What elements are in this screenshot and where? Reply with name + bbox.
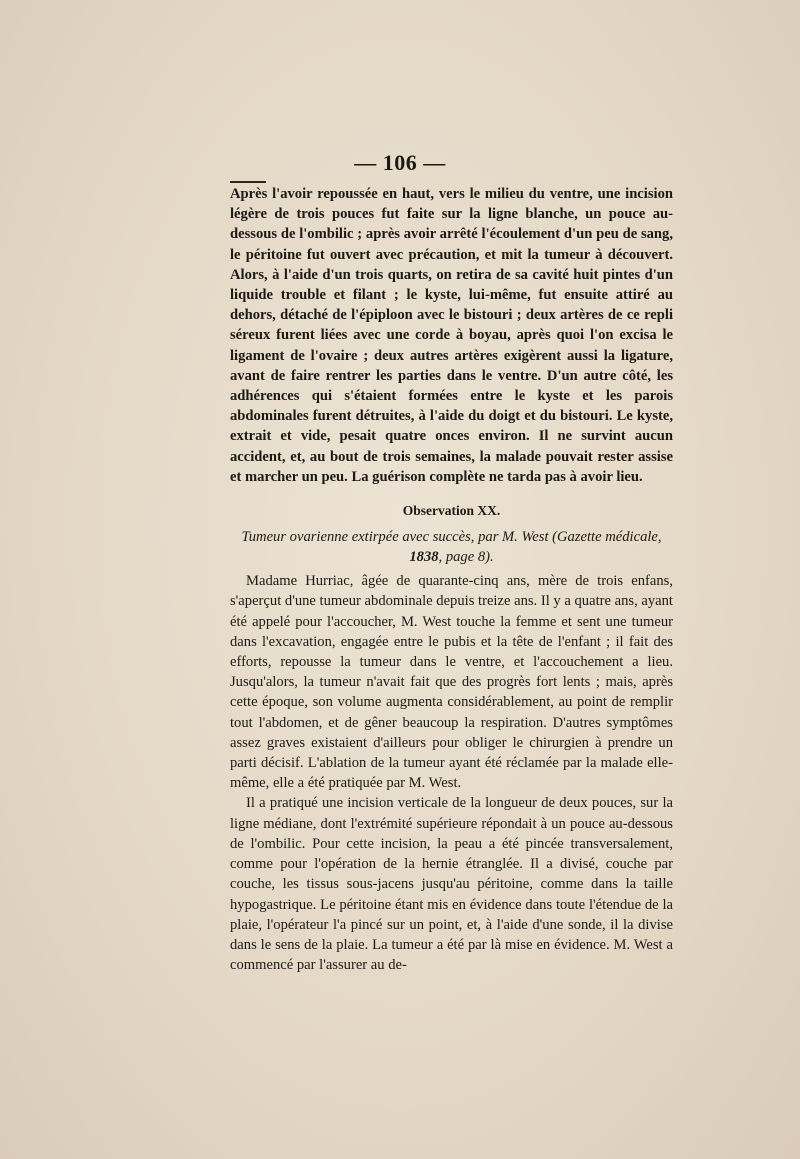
page-text [230,184,673,975]
observation-subtitle-page: , page 8). [438,549,494,566]
observation-heading: Observation XX. [402,503,501,519]
paragraph-operation: Il a pratiqué une incision verticale de la longueur de deux pouces, sur la ligne médiane, dont l'extrémité supérieure répondait à un pouce au-dessous de l'ombilic. Pour cette incision, la peau a été pincée transversalement, comme pour l'opération de la hernie étranglée. Il a divisé, couche par couche, les tissus sous-jacens jusqu'au péritoine, comme dans la taille hypogastrique. Le péritoine étant mis en évidence dans toute l'étendue de la plaie, l'opérateur l'a pincé sur un point, et, à l'aide d'une sonde, il la divise dans le sens de la plaie. La tumeur a été par là mise en évidence. M. West a commencé par l'assurer au de- [230,795,673,974]
observation-subtitle-year: 1838 [409,549,439,566]
paragraph-continuation: Après l'avoir repoussée en haut, vers le milieu du ventre, une incision légère de trois pouces fut faite sur la ligne blanche, un pouce au-dessous de l'ombilic ; après avoir arrêté l'écoulement d'un peu de sang, le péritoine fut ouvert avec précaution, et mit la tumeur à découvert. Alors, à l'aide d'un trois quarts, on retira de sa cavité huit pintes d'un liquide trouble et filant ; le kyste, lui-même, fut ensuite attiré au dehors, détaché de l'épiploon avec le bistouri ; deux artères de ce repli séreux furent liées avec une corde à boyau, après quoi l'on excisa le ligament de l'ovaire ; deux autres artères exigèrent aussi la ligature, avant de faire rentrer les parties dans le ventre. D'un autre côté, les adhérences qui s'étaient formées entre le kyste et les parois abdominales furent détruites, à l'aide du doigt et du bistouri. Le kyste, extrait et vide, pesait quatre onces environ. Il ne survint aucun accident, et, au bout de trois semaines, la malade pouvait rester assise et marcher un peu. La guérison complète ne tarda pas à avoir lieu. [230,186,673,485]
observation-subtitle-main: Tumeur ovarienne extirpée avec succès, par M. West (Gazette médicale, [241,529,662,546]
paragraph-case: Madame Hurriac, âgée de quarante-cinq ans, mère de trois enfans, s'aperçut d'une tumeur abdominale depuis treize ans. Il y a quatre ans, ayant été appelé pour l'accoucher, M. West touche la femme et sent une tumeur dans l'excavation, engagée entre le pubis et la tête de l'enfant ; il fait des efforts, repousse la tumeur dans le ventre, et l'accouchement a lieu. Jusqu'alors, la tumeur n'avait fait que des progrès fort lents ; mais, après cette époque, son volume augmenta considérablement, au point de remplir tout l'abdomen, et de gêner beaucoup la respiration. D'autres symptômes assez graves existaient d'ailleurs pour obliger le chirurgien à prendre un parti décisif. L'ablation de la tumeur ayant été réclamée par la malade elle-même, elle a été pratiquée par M. West. [230,573,673,792]
observation-subtitle [230,527,673,567]
top-rule [230,181,266,183]
page-number: — 106 — [354,150,446,175]
